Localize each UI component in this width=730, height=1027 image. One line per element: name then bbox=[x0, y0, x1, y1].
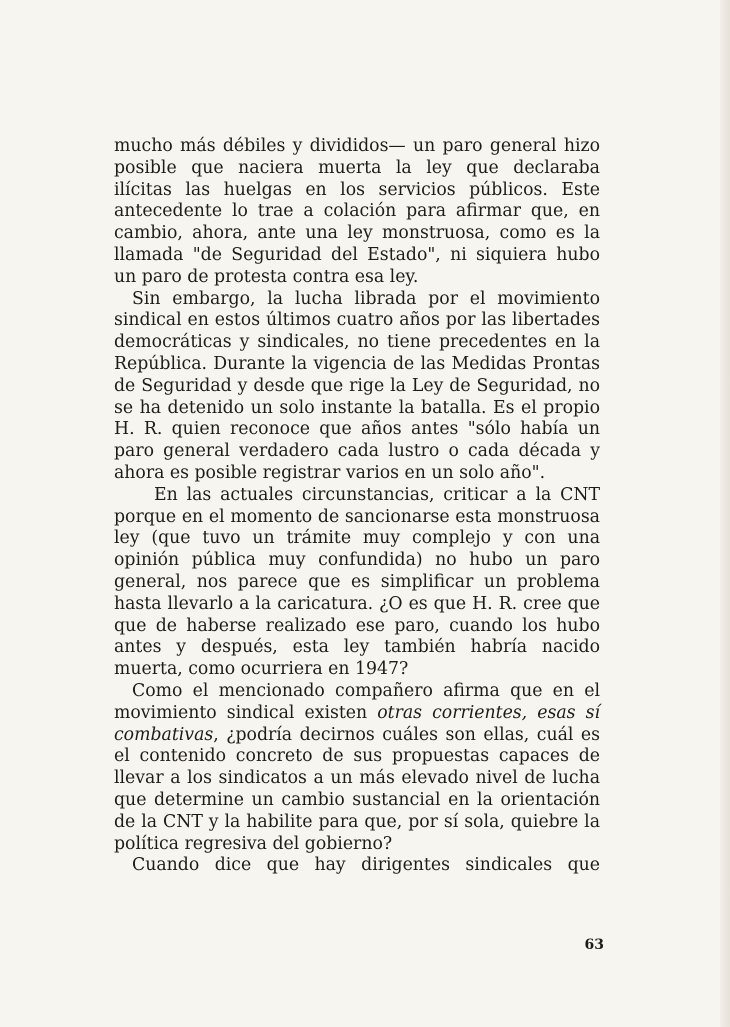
paragraph-4 bbox=[114, 681, 600, 855]
paragraph-2 bbox=[114, 289, 600, 485]
paragraph-5-text: Cuando dice que hay dirigentes sindicales que bbox=[132, 855, 600, 876]
paragraph-3-text: En las actuales circunstancias, criticar a la CNT porque en el momento de sancionarse esta monstruosa ley (que tuvo un trámite muy complejo y con una opinión pública muy confundida) no hubo un paro general, nos parece que es simplificar un problema hasta llevarlo a la caricatura. ¿O es que H. R. cree que que de haberse realizado ese paro, cuando los hubo antes y después, esta ley también habría nacido muerta, como ocurriera en 1947? bbox=[114, 484, 600, 680]
paragraph-5 bbox=[114, 855, 600, 877]
page-number: 63 bbox=[584, 937, 604, 953]
paragraph-1 bbox=[114, 136, 600, 289]
paragraph-3 bbox=[114, 485, 600, 681]
paragraph-4-text-start: Como el mencionado compañero afirma que en el movimiento sindical existen bbox=[114, 680, 600, 723]
paragraph-2-text: Sin embargo, la lucha librada por el movimiento sindical en estos últimos cuatro años por las libertades democráticas y sindicales, no tiene precedentes en la República. Durante la vigencia de las Medidas Prontas de Seguridad y desde que rige la Ley de Seguridad, no se ha detenido un solo instante la batalla. Es el propio H. R. quien reconoce que años antes "sólo había un paro general verdadero cada lustro o cada década y ahora es posible registrar varios en un solo año". bbox=[114, 288, 600, 483]
body-text bbox=[114, 136, 600, 877]
paragraph-1-text: mucho más débiles y divididos— un paro general hizo posible que naciera muerta la ley que declaraba ilícitas las huelgas en los servicios públicos. Este antecedente lo trae a colación para afirmar que, en cambio, ahora, ante una ley monstruosa, como es la llamada "de Seguridad del Estado", ni siquiera hubo un paro de protesta contra esa ley. bbox=[114, 136, 600, 287]
paragraph-4-italic-phrase: otras corrientes, esas sí combativas bbox=[114, 702, 600, 745]
page-edge-shadow bbox=[720, 0, 730, 1027]
paragraph-4-text-end: , ¿podría decirnos cuáles son ellas, cuál es el contenido concreto de sus propuestas capaces de llevar a los sindicatos a un más elevado nivel de lucha que determine un cambio sustancial en la orientación de la CNT y la habilite para que, por sí sola, quiebre la política regresiva del gobierno? bbox=[114, 724, 600, 854]
